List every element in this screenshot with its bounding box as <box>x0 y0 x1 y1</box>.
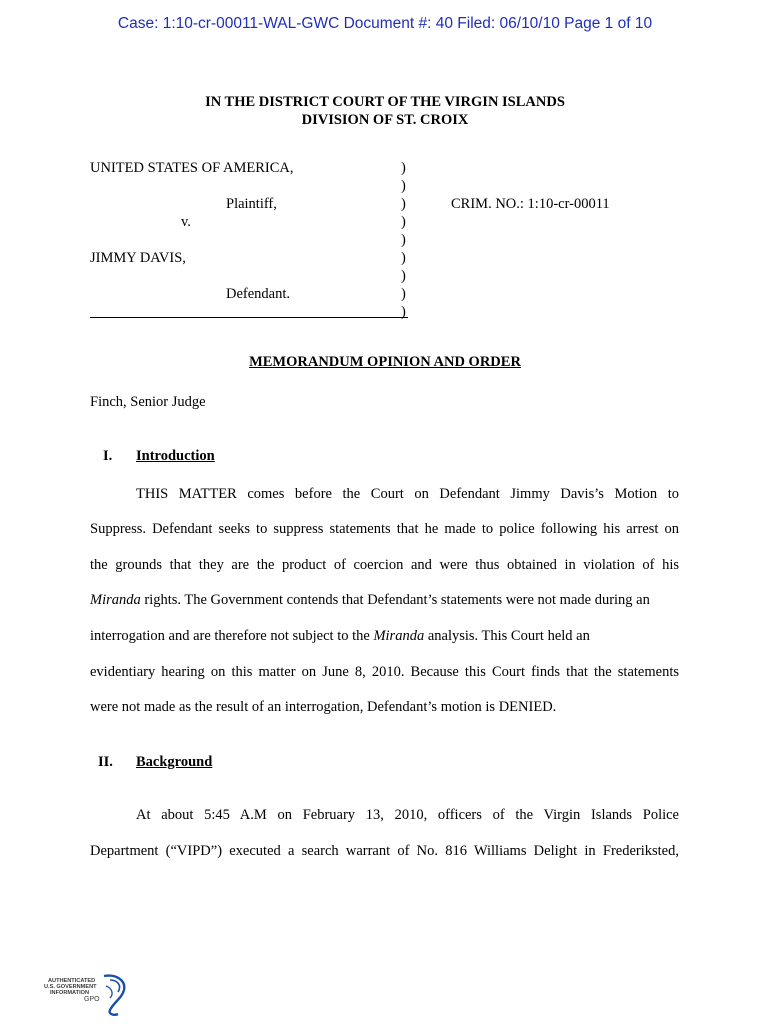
text-line: the grounds that they are the product of coercion and were thus obtained in violation of his <box>90 557 679 573</box>
text-line: Department (“VIPD”) executed a search warrant of No. 816 Williams Delight in Frederiksted, <box>90 843 679 859</box>
caption-paren: ) <box>401 268 406 284</box>
section-number: II. <box>98 754 113 770</box>
versus-label: v. <box>181 214 191 230</box>
caption-paren: ) <box>401 286 406 302</box>
judge-line: Finch, Senior Judge <box>90 394 206 410</box>
text-line <box>90 592 679 609</box>
plaintiff-name: UNITED STATES OF AMERICA, <box>90 160 294 176</box>
case-number: CRIM. NO.: 1:10-cr-00011 <box>451 196 610 212</box>
text-fragment: rights. The Government contends that Defendant’s statements were not made during an <box>144 592 650 608</box>
text-line: THIS MATTER comes before the Court on Defendant Jimmy Davis’s Motion to <box>136 486 679 502</box>
text-line: Suppress. Defendant seeks to suppress statements that he made to police following his arrest on <box>90 521 679 537</box>
section-heading-background: Background <box>136 754 213 770</box>
caption-paren: ) <box>401 196 406 212</box>
caption-paren: ) <box>401 178 406 194</box>
text-line: were not made as the result of an interrogation, Defendant’s motion is DENIED. <box>90 699 557 715</box>
seal-line: GPO <box>84 996 100 1003</box>
seal-line: AUTHENTICATED <box>48 978 96 984</box>
case-header-stamp: Case: 1:10-cr-00011-WAL-GWC Document #: 40 Filed: 06/10/10 Page 1 of 10 <box>117 15 653 32</box>
seal-line: INFORMATION <box>50 990 90 996</box>
gpo-authentication-seal <box>44 974 134 1018</box>
case-name-italic: Miranda <box>373 628 425 644</box>
section-heading-introduction: Introduction <box>136 448 215 464</box>
caption-paren: ) <box>401 214 406 230</box>
text-fragment: interrogation and are therefore not subject to the <box>90 628 370 644</box>
text-line: At about 5:45 A.M on February 13, 2010, officers of the Virgin Islands Police <box>136 807 679 823</box>
caption-paren: ) <box>401 250 406 266</box>
court-division: DIVISION OF ST. CROIX <box>301 112 469 128</box>
defendant-name: JIMMY DAVIS, <box>90 250 186 266</box>
text-line: evidentiary hearing on this matter on June 8, 2010. Because this Court finds that the statements <box>90 664 679 680</box>
text-line <box>90 628 679 645</box>
plaintiff-role: Plaintiff, <box>226 196 277 212</box>
caption-rule <box>90 317 408 318</box>
caption-paren: ) <box>401 160 406 176</box>
court-name: IN THE DISTRICT COURT OF THE VIRGIN ISLANDS <box>205 94 565 110</box>
document-title: MEMORANDUM OPINION AND ORDER <box>249 354 521 370</box>
case-name-italic: Miranda <box>90 592 141 608</box>
text-fragment: analysis. This Court held an <box>427 628 590 644</box>
defendant-role: Defendant. <box>226 286 291 302</box>
seal-line: U.S. GOVERNMENT <box>44 984 97 990</box>
caption-paren: ) <box>401 232 406 248</box>
caption-paren: ) <box>401 304 406 320</box>
section-number: I. <box>103 448 113 464</box>
